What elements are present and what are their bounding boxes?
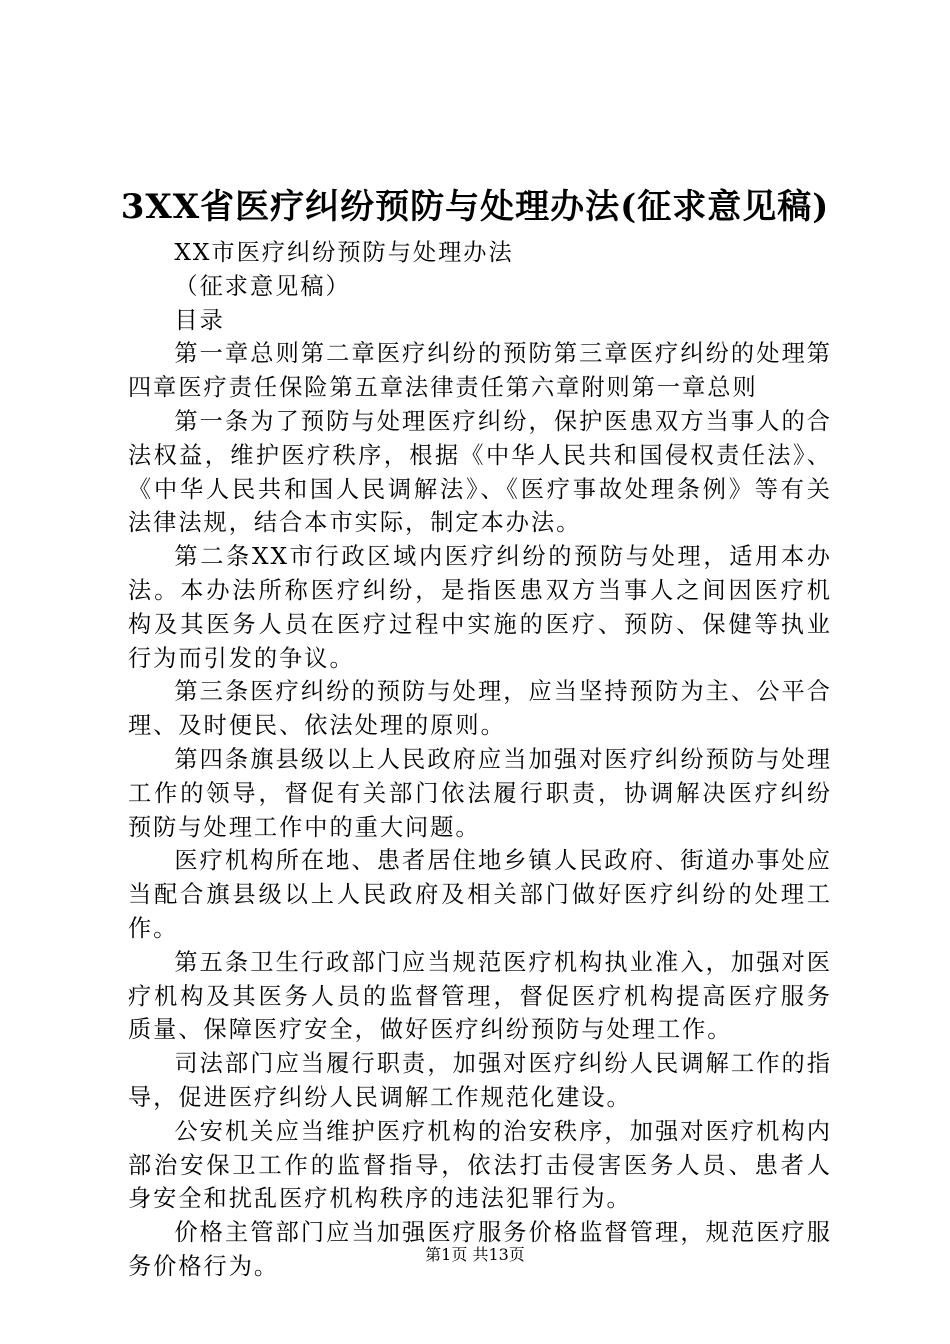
paragraph-article-5: 第五条卫生行政部门应当规范医疗机构执业准入，加强对医疗机构及其医务人员的监督管理，督促医疗机构提高医疗服务质量、保障医疗安全，做好医疗纠纷预防与处理工作。 xyxy=(128,948,832,1044)
document-title: 3XX省医疗纠纷预防与处理办法(征求意见稿) xyxy=(120,187,830,227)
paragraph-article-5-police: 公安机关应当维护医疗机构的治安秩序，加强对医疗机构内部治安保卫工作的监督指导，依法打击侵害医务人员、患者人身安全和扰乱医疗机构秩序的违法犯罪行为。 xyxy=(128,1117,832,1213)
paragraph-toc: 第一章总则第二章医疗纠纷的预防第三章医疗纠纷的处理第四章医疗责任保险第五章法律责任第六章附则第一章总则 xyxy=(128,340,832,402)
paragraph-article-5-justice: 司法部门应当履行职责，加强对医疗纠纷人民调解工作的指导，促进医疗纠纷人民调解工作规范化建设。 xyxy=(128,1050,832,1111)
page-number-footer: 第1页 共13页 xyxy=(425,1245,525,1264)
document-body xyxy=(128,236,832,1284)
paragraph-article-5-price: 价格主管部门应当加强医疗服务价格监督管理，规范医疗服务价格行为。 xyxy=(128,1219,832,1280)
paragraph-article-2: 第二条XX市行政区域内医疗纠纷的预防与处理，适用本办法。本办法所称医疗纠纷，是指医患双方当事人之间因医疗机构及其医务人员在医疗过程中实施的医疗、预防、保健等执业行为而引发的争议。 xyxy=(128,543,832,672)
paragraph-article-1: 第一条为了预防与处理医疗纠纷，保护医患双方当事人的合法权益，维护医疗秩序，根据《中华人民共和国侵权责任法》、《中华人民共和国人民调解法》、《医疗事故处理条例》等有关法律法规，结合本市实际，制定本办法。 xyxy=(128,407,832,537)
paragraph-article-3: 第三条医疗纠纷的预防与处理，应当坚持预防为主、公平合理、及时便民、依法处理的原则。 xyxy=(128,678,832,740)
paragraph-article-4-clause: 医疗机构所在地、患者居住地乡镇人民政府、街道办事处应当配合旗县级以上人民政府及相关部门做好医疗纠纷的处理工作。 xyxy=(128,847,832,942)
paragraph-draft-note: （征求意见稿） xyxy=(174,272,351,300)
paragraph-article-4: 第四条旗县级以上人民政府应当加强对医疗纠纷预防与处理工作的领导，督促有关部门依法履行职责，协调解决医疗纠纷预防与处理工作中的重大问题。 xyxy=(128,745,832,841)
paragraph-toc-heading: 目录 xyxy=(174,306,225,334)
paragraph-subtitle: XX市医疗纠纷预防与处理办法 xyxy=(174,239,514,266)
